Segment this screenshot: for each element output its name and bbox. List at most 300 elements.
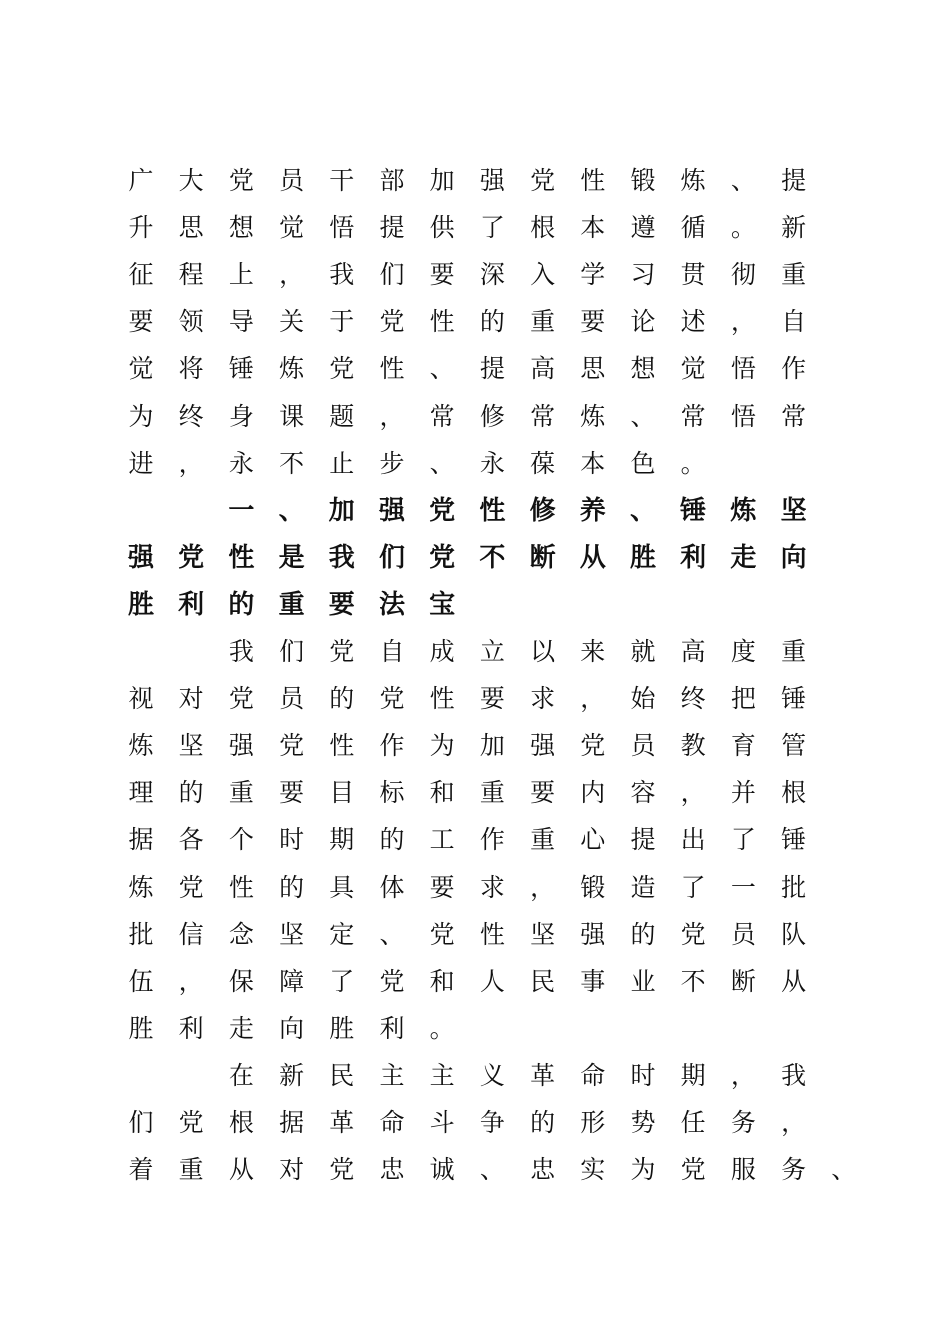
text-char: 课 [279, 401, 305, 431]
text-char: 度 [730, 637, 756, 666]
text-char: 队 [781, 919, 807, 949]
body-text-line [0, 213, 950, 260]
text-char: 常 [680, 401, 706, 431]
text-char: 党 [429, 495, 456, 526]
section-heading-line [0, 496, 950, 543]
body-text-line [0, 873, 950, 920]
text-char: 党 [329, 1155, 355, 1185]
text-char: 循 [680, 213, 706, 243]
text-char: 胜 [329, 1013, 355, 1043]
text-char: 体 [379, 872, 405, 902]
text-char: 性 [228, 542, 255, 573]
text-char: 党 [429, 542, 456, 573]
text-char: 义 [479, 1060, 505, 1090]
text-char: 务 [781, 1155, 807, 1185]
text-char: 命 [379, 1108, 405, 1137]
text-char: 主 [429, 1060, 455, 1090]
text-char: 部 [379, 166, 405, 195]
text-char: 大 [178, 166, 204, 195]
text-char: 各 [178, 825, 204, 855]
text-char: 炼 [680, 166, 706, 195]
text-char: 强 [479, 166, 505, 195]
text-char: 修 [529, 495, 556, 526]
body-text-line [0, 1061, 950, 1108]
body-text-line [0, 778, 950, 825]
text-char: 炼 [580, 401, 606, 431]
body-text-line [0, 1108, 950, 1155]
section-heading-line [0, 590, 950, 637]
text-char: 常 [781, 401, 807, 431]
text-char: 势 [630, 1108, 656, 1137]
text-char: 终 [680, 684, 706, 714]
text-char: 的 [279, 872, 305, 902]
text-char: 常 [429, 401, 455, 431]
text-char: 于 [329, 307, 355, 337]
text-char: 、 [831, 1155, 857, 1185]
text-char: 教 [680, 731, 706, 761]
text-char: 永 [479, 448, 505, 478]
text-char: 、 [379, 919, 405, 949]
text-char: 加 [479, 731, 505, 761]
text-char: ， [530, 872, 556, 902]
text-char: 要 [328, 589, 355, 620]
text-char: 坚 [178, 731, 204, 761]
text-char: 批 [781, 872, 807, 902]
text-char: 重 [781, 637, 807, 666]
body-text-line [0, 967, 950, 1014]
text-char: 任 [680, 1108, 706, 1137]
body-text-line [0, 307, 950, 354]
text-char: 根 [530, 213, 556, 243]
text-char: 炼 [128, 872, 154, 902]
text-char: 据 [279, 1108, 305, 1137]
text-char: 员 [279, 166, 305, 195]
text-char: 成 [429, 637, 455, 666]
text-char: 本 [580, 213, 606, 243]
text-char: 觉 [128, 354, 154, 384]
text-char: ， [279, 260, 305, 290]
text-char: 我 [328, 542, 355, 573]
text-char: 管 [781, 731, 807, 761]
text-char: 高 [530, 354, 556, 384]
text-char: 止 [329, 448, 355, 478]
text-char: 强 [580, 919, 606, 949]
text-char: 性 [429, 307, 455, 337]
text-char: 期 [680, 1060, 706, 1090]
text-char: 党 [178, 1108, 204, 1137]
body-text-line [0, 825, 950, 872]
text-char: 了 [329, 966, 355, 996]
text-char: 始 [630, 684, 656, 714]
text-char: 根 [781, 778, 807, 808]
text-char: 民 [530, 966, 556, 996]
text-char: 坚 [279, 919, 305, 949]
text-char: 本 [580, 448, 606, 478]
text-char: 重 [530, 307, 556, 337]
text-char: 断 [529, 542, 556, 573]
text-char: 炼 [128, 731, 154, 761]
text-char: 想 [228, 213, 254, 243]
text-char: 自 [781, 307, 807, 337]
text-char: 性 [479, 495, 506, 526]
text-char: 色 [630, 448, 656, 478]
text-char: 锻 [630, 166, 656, 195]
text-char: 广 [128, 166, 154, 195]
text-char: 从 [781, 966, 807, 996]
text-char: 性 [228, 872, 254, 902]
text-char: 自 [379, 637, 405, 666]
text-char: 新 [279, 1060, 305, 1090]
text-char: 视 [128, 684, 154, 714]
text-char: 一 [730, 872, 756, 902]
text-char: 作 [379, 731, 405, 761]
text-char: 时 [630, 1060, 656, 1090]
text-char: 悟 [730, 354, 756, 384]
text-char: 的 [530, 1108, 556, 1137]
text-char: 常 [530, 401, 556, 431]
text-char: 的 [379, 825, 405, 855]
body-text-line [0, 260, 950, 307]
text-char: 向 [780, 542, 807, 573]
text-char: 忠 [379, 1155, 405, 1185]
text-char: 修 [479, 401, 505, 431]
text-char: 从 [228, 1155, 254, 1185]
text-char: 锤 [228, 354, 254, 384]
text-char: 的 [178, 778, 204, 808]
text-char: 着 [128, 1155, 154, 1185]
text-char: 习 [630, 260, 656, 290]
text-char: 宝 [429, 589, 456, 620]
text-char: 把 [730, 684, 756, 714]
text-char: 题 [329, 401, 355, 431]
text-char: 程 [178, 260, 204, 290]
text-char: 革 [329, 1108, 355, 1137]
text-char: ， [730, 307, 756, 337]
text-char: 我 [228, 637, 254, 666]
text-char: 提 [630, 825, 656, 855]
text-char: 人 [479, 966, 505, 996]
text-char: 党 [530, 166, 556, 195]
text-char: 走 [228, 1013, 254, 1043]
text-char: 供 [429, 213, 455, 243]
text-char: 的 [228, 589, 255, 620]
text-char: 据 [128, 825, 154, 855]
text-char: 。 [429, 1013, 455, 1043]
text-char: 和 [429, 966, 455, 996]
text-char: 高 [680, 637, 706, 666]
text-char: 利 [178, 1013, 204, 1043]
text-char: 进 [128, 448, 154, 478]
text-char: 为 [630, 1155, 656, 1185]
text-char: 胜 [127, 589, 154, 620]
text-char: 。 [680, 448, 706, 478]
text-char: 出 [680, 825, 706, 855]
text-char: 干 [329, 166, 355, 195]
text-char: 一 [228, 495, 255, 526]
text-char: 育 [730, 731, 756, 761]
body-text-line [0, 1014, 950, 1061]
text-char: 求 [479, 872, 505, 902]
body-text-line [0, 637, 950, 684]
text-char: 新 [781, 213, 807, 243]
body-text-line [0, 354, 950, 401]
text-char: 员 [279, 684, 305, 714]
text-char: 实 [580, 1155, 606, 1185]
text-char: 我 [329, 260, 355, 290]
text-char: ， [178, 966, 204, 996]
text-char: 保 [228, 966, 254, 996]
body-text-line [0, 1155, 950, 1202]
text-char: 并 [730, 778, 756, 808]
text-char: 为 [429, 731, 455, 761]
text-char: 重 [530, 825, 556, 855]
text-char: 时 [279, 825, 305, 855]
text-char: 不 [279, 448, 305, 478]
text-char: 述 [680, 307, 706, 337]
text-char: 、 [730, 166, 756, 195]
text-char: 提 [479, 354, 505, 384]
text-char: 造 [630, 872, 656, 902]
body-text-line [0, 166, 950, 213]
text-char: 思 [178, 213, 204, 243]
text-char: 强 [127, 542, 154, 573]
text-char: 员 [730, 919, 756, 949]
text-char: 强 [530, 731, 556, 761]
text-char: 思 [580, 354, 606, 384]
text-char: 为 [128, 401, 154, 431]
text-char: 了 [730, 825, 756, 855]
text-char: 遵 [630, 213, 656, 243]
text-char: 领 [178, 307, 204, 337]
text-char: 性 [580, 166, 606, 195]
text-char: 论 [630, 307, 656, 337]
text-char: 以 [530, 637, 556, 666]
text-char: 对 [178, 684, 204, 714]
text-char: 就 [630, 637, 656, 666]
text-char: 的 [630, 919, 656, 949]
text-char: 终 [178, 401, 204, 431]
text-char: 党 [178, 542, 205, 573]
text-char: 党 [279, 731, 305, 761]
text-char: 不 [479, 542, 506, 573]
text-char: 重 [228, 778, 254, 808]
text-char: 对 [279, 1155, 305, 1185]
text-char: 觉 [680, 354, 706, 384]
text-char: 民 [329, 1060, 355, 1090]
text-char: 形 [580, 1108, 606, 1137]
text-char: 党 [429, 919, 455, 949]
text-char: 炼 [279, 354, 305, 384]
text-char: 胜 [629, 542, 656, 573]
section-heading-line [0, 543, 950, 590]
text-char: 要 [429, 872, 455, 902]
text-char: 炼 [730, 495, 757, 526]
text-char: 求 [530, 684, 556, 714]
text-char: 要 [580, 307, 606, 337]
text-char: 升 [128, 213, 154, 243]
text-char: 养 [579, 495, 606, 526]
text-char: 、 [630, 401, 656, 431]
text-char: 彻 [730, 260, 756, 290]
text-char: 内 [580, 778, 606, 808]
text-char: 坚 [780, 495, 807, 526]
text-char: 不 [680, 966, 706, 996]
text-char: ， [680, 778, 706, 808]
text-char: 向 [279, 1013, 305, 1043]
text-char: 要 [530, 778, 556, 808]
text-char: 们 [379, 260, 405, 290]
text-char: 要 [128, 307, 154, 337]
text-char: 障 [279, 966, 305, 996]
text-char: 利 [178, 589, 205, 620]
text-char: 个 [228, 825, 254, 855]
text-char: 关 [279, 307, 305, 337]
body-text-line [0, 920, 950, 967]
text-char: 党 [178, 872, 204, 902]
text-char: 性 [429, 684, 455, 714]
text-char: 了 [479, 213, 505, 243]
text-char: 们 [128, 1108, 154, 1137]
text-char: 、 [629, 495, 656, 526]
text-char: 想 [630, 354, 656, 384]
text-char: 利 [680, 542, 707, 573]
text-char: 容 [630, 778, 656, 808]
text-char: 永 [228, 448, 254, 478]
text-char: 重 [479, 778, 505, 808]
text-char: 提 [781, 166, 807, 195]
text-char: 党 [329, 354, 355, 384]
text-char: 。 [730, 213, 756, 243]
text-char: 党 [379, 684, 405, 714]
text-char: 要 [479, 684, 505, 714]
text-char: 和 [429, 778, 455, 808]
text-char: 悟 [730, 401, 756, 431]
text-char: 利 [379, 1013, 405, 1043]
text-char: 导 [228, 307, 254, 337]
text-char: 锤 [781, 825, 807, 855]
text-char: 事 [580, 966, 606, 996]
text-char: 、 [479, 1155, 505, 1185]
text-char: 征 [128, 260, 154, 290]
text-char: 忠 [530, 1155, 556, 1185]
text-char: ， [730, 1060, 756, 1090]
text-char: 党 [228, 684, 254, 714]
text-char: 的 [329, 684, 355, 714]
text-char: 、 [278, 495, 305, 526]
text-char: 党 [680, 919, 706, 949]
text-char: 服 [730, 1155, 756, 1185]
text-char: ， [580, 684, 606, 714]
text-char: 来 [580, 637, 606, 666]
text-char: 要 [429, 260, 455, 290]
body-text-line [0, 684, 950, 731]
text-char: 性 [379, 354, 405, 384]
text-char: 伍 [128, 966, 154, 996]
text-char: 加 [328, 495, 355, 526]
text-char: 提 [379, 213, 405, 243]
text-char: 性 [329, 731, 355, 761]
text-char: 将 [178, 354, 204, 384]
text-char: 业 [630, 966, 656, 996]
text-char: 悟 [329, 213, 355, 243]
text-char: 的 [479, 307, 505, 337]
text-char: 走 [730, 542, 757, 573]
text-char: 党 [228, 166, 254, 195]
text-char: 坚 [530, 919, 556, 949]
text-char: 革 [530, 1060, 556, 1090]
text-char: 定 [329, 919, 355, 949]
text-char: 贯 [680, 260, 706, 290]
text-char: 学 [580, 260, 606, 290]
text-char: 斗 [429, 1108, 455, 1137]
text-char: 要 [279, 778, 305, 808]
text-char: 员 [630, 731, 656, 761]
text-char: 务 [730, 1108, 756, 1137]
text-char: 目 [329, 778, 355, 808]
text-char: 理 [128, 778, 154, 808]
text-char: 锻 [580, 872, 606, 902]
text-char: 作 [781, 354, 807, 384]
text-char: 重 [781, 260, 807, 290]
text-char: 步 [379, 448, 405, 478]
body-text-line [0, 731, 950, 778]
text-char: 作 [479, 825, 505, 855]
text-char: 锤 [781, 684, 807, 714]
text-char: 念 [228, 919, 254, 949]
text-char: 诚 [429, 1155, 455, 1185]
text-char: 深 [479, 260, 505, 290]
text-char: 我 [781, 1060, 807, 1090]
text-char: 胜 [128, 1013, 154, 1043]
text-char: 在 [228, 1060, 254, 1090]
text-char: 入 [530, 260, 556, 290]
text-char: 立 [479, 637, 505, 666]
text-char: 根 [228, 1108, 254, 1137]
text-char: 们 [378, 542, 405, 573]
text-char: 党 [329, 637, 355, 666]
text-char: 争 [479, 1108, 505, 1137]
text-char: 信 [178, 919, 204, 949]
text-char: 是 [278, 542, 305, 573]
text-char: 党 [379, 966, 405, 996]
text-char: 具 [329, 872, 355, 902]
text-char: 们 [279, 637, 305, 666]
text-char: 了 [680, 872, 706, 902]
text-char: 断 [730, 966, 756, 996]
text-char: 、 [429, 354, 455, 384]
text-char: 期 [329, 825, 355, 855]
text-char: 、 [429, 448, 455, 478]
text-char: ， [178, 448, 204, 478]
text-char: 锤 [680, 495, 707, 526]
text-char: 强 [378, 495, 405, 526]
text-char: 标 [379, 778, 405, 808]
text-char: 强 [228, 731, 254, 761]
body-text-line [0, 449, 950, 496]
text-char: 上 [228, 260, 254, 290]
text-char: 加 [429, 166, 455, 195]
text-char: ， [379, 401, 405, 431]
text-char: 法 [378, 589, 405, 620]
text-char: ， [781, 1108, 807, 1137]
text-char: 性 [479, 919, 505, 949]
text-char: 重 [178, 1155, 204, 1185]
text-char: 心 [580, 825, 606, 855]
text-char: 党 [580, 731, 606, 761]
text-char: 觉 [279, 213, 305, 243]
text-char: 党 [680, 1155, 706, 1185]
text-char: 葆 [530, 448, 556, 478]
